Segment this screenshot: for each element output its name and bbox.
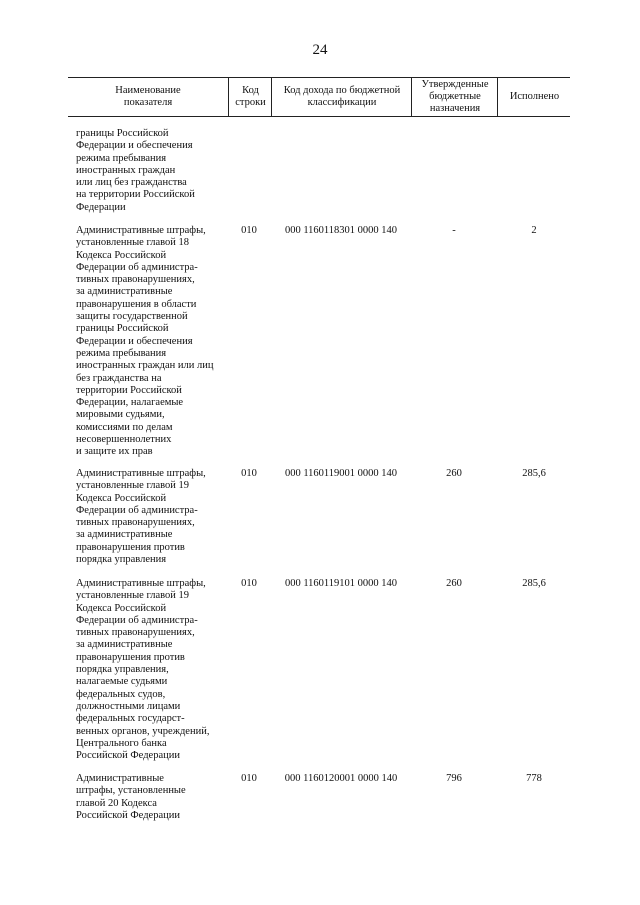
header-kbk: Код дохода по бюджетной классификации	[271, 78, 412, 116]
header-approved: Утвержденные бюджетные назначения	[411, 78, 498, 116]
row-approved: 796	[446, 773, 462, 784]
row-kbk: 000 1160118301 0000 140	[284, 225, 398, 236]
row-name: Административные штрафы, установленные главой 19 Кодекса Российской Федерации об администра- тивных правонарушениях, за административные правонарушения против порядка управления	[76, 468, 206, 566]
row-code: 010	[241, 468, 257, 479]
row-executed: 285,6	[522, 468, 546, 479]
row-name: границы Российской Федерации и обеспечения режима пребывания иностранных граждан или лиц без гражданства на территории Российской Федерации	[76, 128, 195, 213]
row-approved: -	[452, 225, 456, 236]
header-code: Код строки	[228, 78, 272, 116]
row-kbk: 000 1160119001 0000 140	[284, 468, 398, 479]
row-name: Административные штрафы, установленные главой 20 Кодекса Российской Федерации	[76, 773, 186, 821]
row-executed: 778	[526, 773, 542, 784]
row-kbk: 000 1160120001 0000 140	[284, 773, 398, 784]
row-code: 010	[241, 773, 257, 784]
row-code: 010	[241, 225, 257, 236]
row-code: 010	[241, 578, 257, 589]
page-number: 24	[312, 42, 328, 58]
row-kbk: 000 1160119101 0000 140	[284, 578, 398, 589]
header-executed: Исполнено	[497, 78, 571, 116]
table-header	[68, 77, 570, 117]
row-name: Административные штрафы, установленные главой 19 Кодекса Российской Федерации об администра- тивных правонарушениях, за административные правонарушения против порядка управления, налагаемые судьями федеральных судов, должностными лицами федеральных государст- венных органов, учреждений, Центрального банка Российской Федерации	[76, 578, 210, 762]
header-name: Наименование показателя	[115, 85, 181, 108]
row-approved: 260	[446, 468, 462, 479]
row-executed: 2	[531, 225, 537, 236]
row-executed: 285,6	[522, 578, 546, 589]
row-name: Административные штрафы, установленные главой 18 Кодекса Российской Федерации об администра- тивных правонарушениях, за административные правонарушения в области защиты государственной границы Российской Федерации и обеспечения режима пребывания иностранных граждан или лиц без гражданства на территории Российской Федерации, налагаемые мировыми судьями, комиссиями по делам несовершеннолетних и защите их прав	[76, 225, 214, 458]
row-approved: 260	[446, 578, 462, 589]
